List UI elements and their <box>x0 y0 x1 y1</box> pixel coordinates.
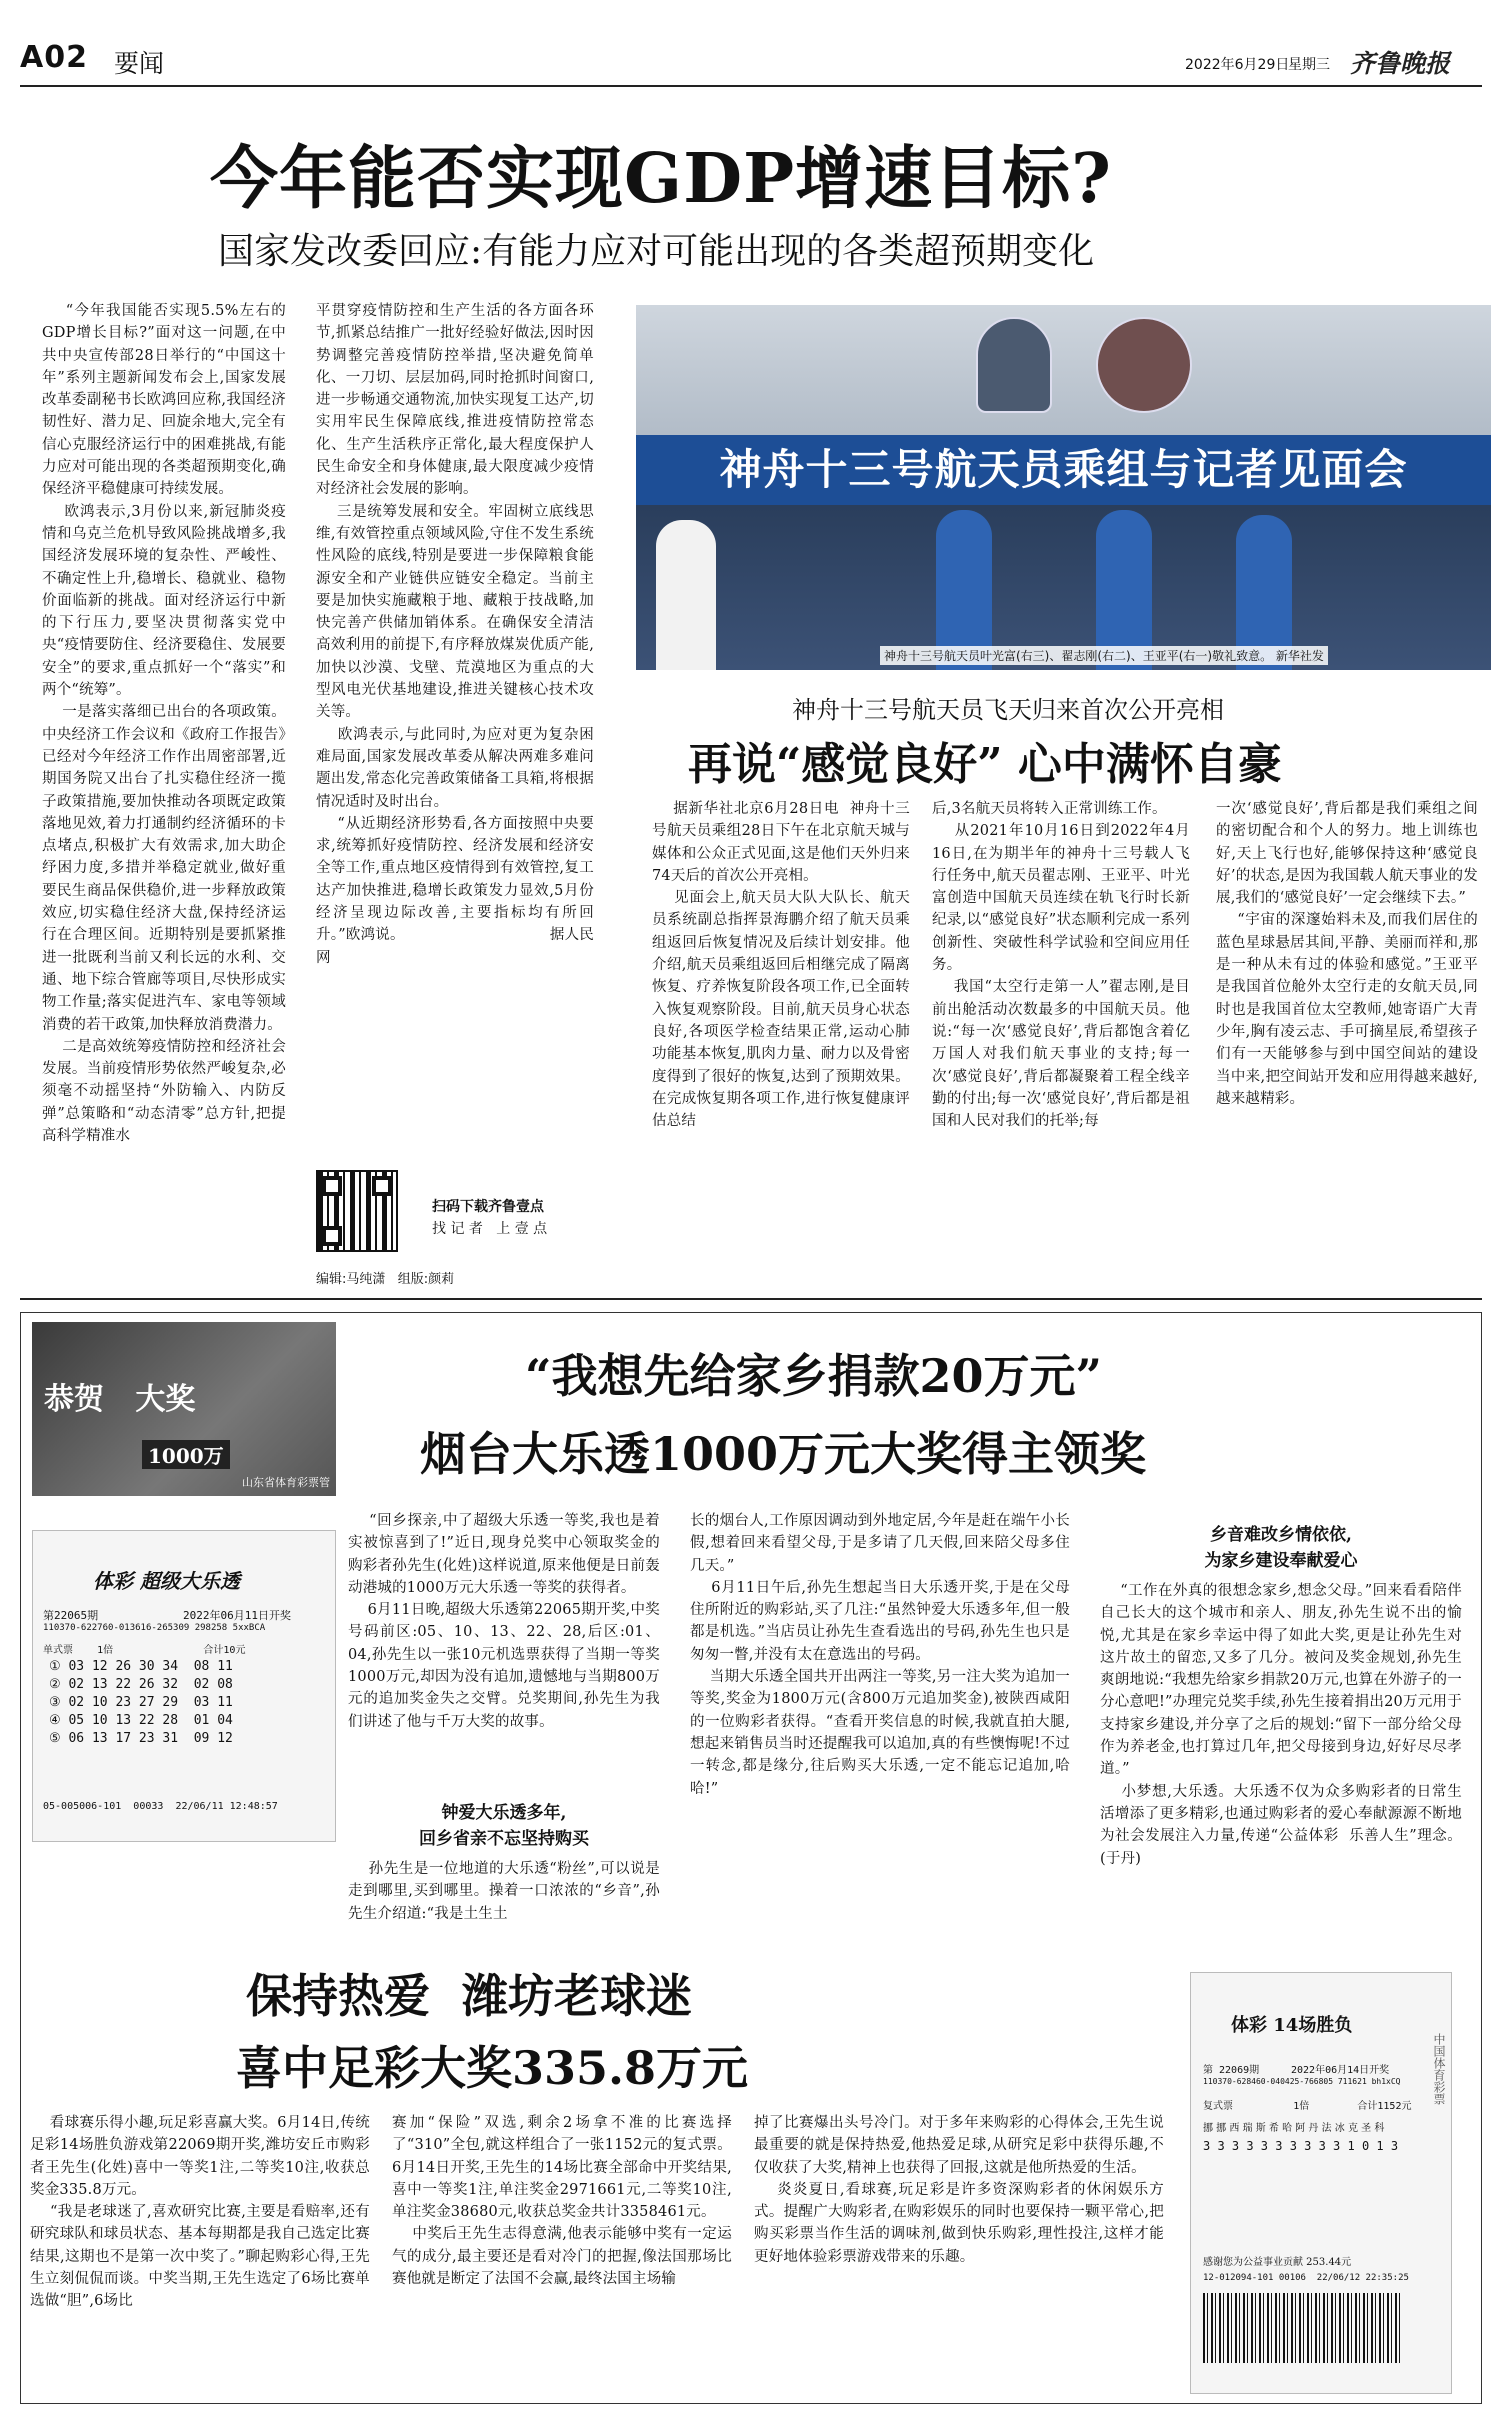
lottery2-body-col2: 赛加“保险”双选,剩余2场拿不准的比赛选择了“310”全包,就这样组合了一张1152元的复式票。6月14日开奖,王先生的14场比赛全部命中开奖结果,喜中一等奖1注,单注奖金2971661元,二等奖10注,单注奖金38680元,收获总奖金共计3358461元。 中奖后王先生志得意满,他表示能够中奖有一定运气的成分,最主要还是看对冷门的把握,像法国那场比赛他就是断定了法国不会赢,最终法国主场输 <box>392 2115 732 2288</box>
lottery2-headline-2: 喜中足彩大奖335.8万元 <box>236 2041 749 2095</box>
football-ticket-side-strip: 中国体育彩票 <box>1432 2033 1446 2105</box>
gdp-body-col1: “今年我国能否实现5.5%左右的GDP增长目标?”面对这一问题,在中共中央宣传部28日举行的“中国这十年”系列主题新闻发布会上,国家发展改革委副秘书长欧鸿回应称,我国经济韧性好、潜力足、回旋余地大,完全有信心克服经济运行中的困难挑战,有能力应对可能出现的各类超预期变化,确保经济平稳健康可持续发展。 欧鸿表示,3月份以来,新冠肺炎疫情和乌克兰危机导致风险挑战增多,我国经济发展环境的复杂性、严峻性、不确定性上升,稳增长、稳就业、稳物价面临新的挑战。面对经济运行中新的下行压力,要坚决贯彻落实党中央“疫情要防住、经济要稳住、发展要安全”的要求,重点抓好一个“落实”和两个“统筹”。 一是落实落细已出台的各项政策。中央经济工作会议和《政府工作报告》已经对今年经济工作作出周密部署,近期国务院又出台了扎实稳住经济一揽子政策措施,要加快推动各项既定政策落地见效,着力打通制约经济循环的卡点堵点,积极扩大有效需求,加大助企纾困力度,多措并举稳定就业,做好重要民生商品保供稳价,进一步释放政策效应,切实稳住经济大盘,保持经济运行在合理区间。近期特别是要抓紧推进一批既利当前又利长远的水利、交通、地下综合管廊等项目,尽快形成实物工作量;落实促进汽车、家电等领域消费的若干政策,加快释放消费潜力。 二是高效统筹疫情防控和经济社会发展。当前疫情形势依然严峻复杂,必须毫不动摇坚持“外防输入、内防反弹”总策略和“动态清零”总方针,把提高科学精准水 <box>42 303 286 1144</box>
gdp-body-col2: 平贯穿疫情防控和生产生活的各方面各环节,抓紧总结推广一批好经验好做法,因时因势调整完善疫情防控举措,坚决避免简单化、一刀切、层层加码,同时抢抓时间窗口,进一步畅通交通物流,加快实现复工达产,切实用牢民生保障底线,推进疫情防控常态化、生产生活秩序正常化,最大程度保护人民生命安全和身体健康,最大限度减少疫情对经济社会发展的影响。 三是统筹发展和安全。牢固树立底线思维,有效管控重点领域风险,守住不发生系统性风险的底线,特别是要进一步保障粮食能源安全和产业链供应链安全稳定。当前主要是加快实施藏粮于地、藏粮于技战略,加快完善产供储加销体系。在确保安全清洁高效利用的前提下,有序释放煤炭优质产能,加快以沙漠、戈壁、荒漠地区为重点的大型风电光伏基地建设,推进关键核心技术攻关等。 欧鸿表示,与此同时,为应对更为复杂困难局面,国家发展改革委从解决两难多难问题出发,常态化完善政策储备工具箱,将根据情况适时及时出台。 “从近期经济形势看,各方面按照中央要求,统筹抓好疫情防控、经济发展和经济安全等工作,重点地区疫情得到有效管控,复工达产加快推进,稳增长政策发力显效,5月份经济呈现边际改善,主要指标均有所回升。”欧鸿说。 据人民网 <box>316 303 594 966</box>
shenzhou-body-col1: 据新华社北京6月28日电 神舟十三号航天员乘组28日下午在北京航天城与媒体和公众正式见面,这是他们天外归来74天后的首次公开亮相。 见面会上,航天员大队大队长、航天员系统副总指挥景海鹏介绍了航天员乘组返回后恢复情况及后续计划安排。他介绍,航天员乘组返回后相继完成了隔离恢复、疗养恢复阶段各项工作,已全面转入恢复观察阶段。目前,航天员身心状态良好,各项医学检查结果正常,运动心肺功能基本恢复,肌肉力量、耐力以及骨密度得到了很好的恢复,达到了预期效果。在完成恢复期各项工作,进行恢复健康评估总结 <box>652 801 910 1130</box>
lottery1-headline-1: “我想先给家乡捐款20万元” <box>525 1349 1102 1403</box>
dlt-ticket-header: 单式票 1倍 合计10元 <box>43 1645 246 1656</box>
section-name: 要闻 <box>114 49 165 78</box>
lottery2-headline-1: 保持热爱 潍坊老球迷 <box>246 1969 693 2023</box>
award-photo-board: 1000万 <box>142 1440 230 1469</box>
football-ticket-header: 复式票 1倍 合计1152元 <box>1203 2101 1412 2112</box>
lottery1-body-col2: 长的烟台人,工作原因调动到外地定居,今年是赶在端午小长假,想着回来看望父母,于是多请了几天假,回来陪父母多住几天。” 6月11日午后,孙先生想起当日大乐透开奖,于是在父母住所附近的购彩站,买了几注:“虽然钟爱大乐透多年,但一般都是机选。”当店员让孙先生查看选出的号码,孙先生也只是匆匆一瞥,并没有太在意选出的号码。 当期大乐透全国共开出两注一等奖,另一注大奖为追加一等奖,奖金为1800万元(含800万元追加奖金),被陕西咸阳的一位购彩者获得。“查看开奖信息的时候,我就直拍大腿,想起来销售员当时还提醒我可以追加,真的有些懊悔呢!不过一转念,都是缘分,往后购买大乐透,一定不能忘记追加,哈哈!” <box>690 1513 1070 1797</box>
dlt-ticket-issue: 第22065期 <box>43 1609 99 1622</box>
award-photo-text: 恭贺 大奖 <box>44 1382 196 1417</box>
editor-credit: 编辑:马纯潇 组版:颜莉 <box>316 1272 455 1287</box>
dlt-ticket-date: 2022年06月11日开奖 <box>183 1609 291 1622</box>
header-rule <box>20 85 1482 87</box>
gdp-headline: 今年能否实现GDP增速目标? <box>210 139 1113 219</box>
issue-date: 2022年6月29日 <box>1185 57 1290 73</box>
award-photo <box>32 1322 336 1496</box>
shenzhou-body-col2: 后,3名航天员将转入正常训练工作。 从2021年10月16日到2022年4月16日,在为期半年的神舟十三号载人飞行任务中,航天员翟志刚、王亚平、叶光富创造中国航天员连续在轨飞行时长新纪录,以“感觉良好”状态顺利完成一系列创新性、突破性科学试验和空间应用任务。 我国“太空行走第一人”翟志刚,是目前出舱活动次数最多的中国航天员。他说:“每一次‘感觉良好’,背后都饱含着亿万国人对我们航天事业的支持;每一次‘感觉良好’,背后都凝聚着工程全线辛勤的付出;每一次‘感觉良好’,背后都是祖国和人民对我们的托举;每 <box>932 801 1190 1130</box>
lottery1-subhead-2: 乡音难改乡情依依, 为家乡建设奉献爱心 <box>1204 1525 1358 1571</box>
issue-weekday: 星期三 <box>1288 57 1330 73</box>
lottery1-subhead-1: 钟爱大乐透多年, 回乡省亲不忘坚持购买 <box>419 1803 589 1849</box>
dlt-ticket-footer: 05-005006-101 00033 22/06/11 12:48:57 <box>43 1801 278 1812</box>
dlt-ticket-row: ③ 02 10 23 27 29 03 11 <box>49 1695 233 1710</box>
dlt-ticket-row: ⑤ 06 13 17 23 31 09 12 <box>49 1731 233 1746</box>
football-ticket-serial: 110370-628460-040425-766805 711621 bh1xCQ <box>1203 2077 1401 2086</box>
gdp-subheadline: 国家发改委回应:有能力应对可能出现的各类超预期变化 <box>218 231 1095 272</box>
page-number: A02 <box>20 40 88 75</box>
football-ticket <box>1190 1972 1452 2394</box>
dlt-ticket-row: ② 02 13 22 26 32 02 08 <box>49 1677 233 1692</box>
football-ticket-teams: 挪 挪 西 瑞 斯 希 哈 阿 丹 法 冰 克 圣 科 <box>1203 2123 1385 2134</box>
football-ticket-date: 2022年06月14日开奖 <box>1291 2065 1390 2076</box>
qr-code[interactable] <box>316 1170 398 1252</box>
shenzhou-body-col3: 一次‘感觉良好’,背后都是我们乘组之间的密切配合和个人的努力。地上训练也好,天上飞行也好,能够保持这种‘感觉良好’的状态,是因为我国载人航天事业的发展,我们的‘感觉良好’一定会继续下去。” “宇宙的深邃始料未及,而我们居住的蓝色星球悬居其间,平静、美丽而祥和,那是一种从未有过的体验和感觉。”王亚平是我国首位舱外太空行走的女航天员,同时也是我国首位太空教师,她寄语广大青少年,胸有凌云志、手可摘星辰,希望孩子们有一天能够参与到中国空间站的建设当中来,把空间站开发和应用得越来越好,越来越精彩。 <box>1216 801 1478 1107</box>
football-ticket-note: 感谢您为公益事业贡献 253.44元 <box>1203 2257 1352 2268</box>
masthead-logo: 齐鲁晚报 <box>1350 49 1451 78</box>
lottery1-body-col3: “工作在外真的很想念家乡,想念父母。”回来看看陪伴自己长大的这个城市和亲人、朋友,孙先生说不出的愉悦,尤其是在家乡幸运中得了如此大奖,更是让孙先生对这片故土的留恋,又多了几分。被问及奖金规划,孙先生爽朗地说:“我想先给家乡捐款20万元,也算在外游子的一分心意吧!”办理完兑奖手续,孙先生接着捐出20万元用于支持家乡建设,并分享了之后的规划:“留下一部分给父母作为养老金,也打算过几年,把父母接到身边,好好尽尽孝道。” 小梦想,大乐透。大乐透不仅为众多购彩者的日常生活增添了更多精彩,也通过购彩者的爱心奉献源源不断地为社会发展注入力量,传递“公益体彩 乐善人生”理念。 (于丹) <box>1100 1583 1462 1867</box>
qr-caption-reporter: 找 记 者 上 壹 点 <box>432 1221 548 1237</box>
lottery1-body-col1b: 孙先生是一位地道的大乐透“粉丝”,可以说是走到哪里,买到哪里。操着一口浓浓的“乡音”,孙先生介绍道:“我是土生土 <box>348 1861 660 1922</box>
award-photo-footer: 山东省体育彩票管 <box>242 1476 330 1489</box>
football-ticket-issue: 第 22069期 <box>1203 2065 1260 2076</box>
football-ticket-row: 3 3 3 3 3 3 3 3 3 3 1 0 1 3 <box>1203 2139 1399 2153</box>
photo-banner: 神舟十三号航天员乘组与记者见面会 <box>636 435 1491 505</box>
football-ticket-brand: 体彩 14场胜负 <box>1231 2015 1353 2036</box>
qr-caption-download: 扫码下载齐鲁壹点 <box>432 1199 544 1215</box>
lottery1-body-col1: “回乡探亲,中了超级大乐透一等奖,我也是着实被惊喜到了!”近日,现身兑奖中心领取奖金的购彩者孙先生(化姓)这样说道,原来他便是日前轰动港城的1000万元大乐透一等奖的获得者。 6月11日晚,超级大乐透第22065期开奖,中奖号码前区:05、10、13、22、28,后区:01、04,孙先生以一张10元机选票获得了当期一等奖1000万元,却因为没有追加,遗憾地与当期800万元的追加奖金失之交臂。兑奖期间,孙先生为我们讲述了他与千万大奖的故事。 <box>348 1513 660 1730</box>
dlt-ticket-row: ④ 05 10 13 22 28 01 04 <box>49 1713 233 1728</box>
dlt-ticket-row: ① 03 12 26 30 34 08 11 <box>49 1659 233 1674</box>
shenzhou-kicker: 神舟十三号航天员飞天归来首次公开亮相 <box>792 696 1224 724</box>
dlt-ticket-brand: 体彩 超级大乐透 <box>93 1569 240 1593</box>
dlt-ticket <box>32 1530 336 1842</box>
football-ticket-barcode <box>1203 2293 1403 2363</box>
football-ticket-footer: 12-012094-101 00106 22/06/12 22:35:25 <box>1203 2273 1409 2283</box>
section-divider-top <box>20 1298 1482 1300</box>
dlt-ticket-serial: 110370-622760-013616-265309 298258 5xxBCA <box>43 1623 266 1633</box>
shenzhou-photo-caption: 神舟十三号航天员叶光富(右三)、翟志刚(右二)、王亚平(右一)敬礼致意。 新华社发 <box>880 646 1328 665</box>
lottery2-body-col3: 掉了比赛爆出头号冷门。对于多年来购彩的心得体会,王先生说最重要的就是保持热爱,他热爱足球,从研究足彩中获得乐趣,不仅收获了大奖,精神上也获得了回报,这就是他所热爱的生活。 炎炎夏日,看球赛,玩足彩是许多资深购彩者的休闲娱乐方式。提醒广大购彩者,在购彩娱乐的同时也要保持一颗平常心,把购买彩票当作生活的调味剂,做到快乐购彩,理性投注,这样才能更好地体验彩票游戏带来的乐趣。 <box>754 2115 1164 2265</box>
shenzhou-headline: 再说“感觉良好” 心中满怀自豪 <box>688 739 1282 790</box>
shenzhou-photo <box>636 305 1491 670</box>
lottery2-body-col1: 看球赛乐得小趣,玩足彩喜赢大奖。6月14日,传统足彩14场胜负游戏第22069期开奖,潍坊安丘市购彩者王先生(化姓)喜中一等奖1注,二等奖10注,收获总奖金335.8万元。 “我是老球迷了,喜欢研究比赛,主要是看赔率,还有研究球队和球员状态、基本每期都是我自己选定比赛结果,这期也不是第一次中奖了。”聊起购彩心得,王先生立刻侃侃而谈。中奖当期,王先生选定了6场比赛单选做“胆”,6场比 <box>30 2115 370 2310</box>
lottery1-headline-2: 烟台大乐透1000万元大奖得主领奖 <box>420 1427 1147 1481</box>
